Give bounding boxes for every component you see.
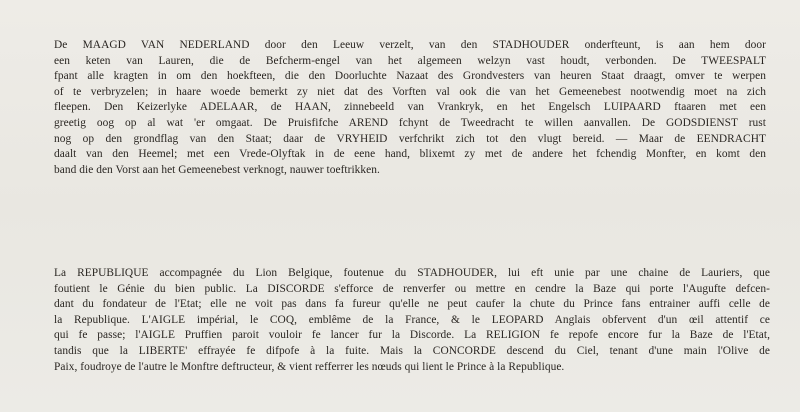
text-line: La REPUBLIQUE accompagnée du Lion Belgique, foutenue du STADHOUDER, lui eft unie par une chaine de Lauriers, que: [54, 267, 770, 279]
text-line: fleepen. Den Keizerlyke ADELAAR, de HAAN, zinnebeeld van Vrankryk, en het Engelsch LUIPAARD ftaaren met een: [54, 101, 766, 114]
text-line: een keten van Lauren, die de Befcherm-engel van het algemeen welzyn vast houdt, verbonden. De TWEESPALT: [54, 54, 766, 67]
french-paragraph: [54, 266, 770, 375]
text-line: foutient le Génie du bien public. La DISCORDE s'efforce de renverfer ou mettre en cendre la Baze qui porte l'Augufte defcen-: [54, 282, 770, 295]
text-line: fpant alle kragten in om den hoekfteen, die den Doorluchte Nazaat des Grondvesters van heuren Staat draagt, omver te werpen: [54, 70, 766, 83]
text-line: qui fe passe; l'AIGLE Pruffien paroit vouloir fe lancer fur la Discorde. La RELIGION fe repofe encore fur la Baze de l'Etat,: [54, 329, 770, 342]
text-line: dant du fondateur de l'Etat; elle ne voit pas dans fa fureur qu'elle ne peut caufer la chute du Prince fans entrainer auffi celle de: [54, 298, 770, 311]
text-line: la Republique. L'AIGLE impérial, le COQ, emblême de la France, & le LEOPARD Anglais obfervent d'un œil attentif ce: [54, 313, 770, 326]
text-line: band die den Vorst aan het Gemeenebest verknogt, nauwer toeftrikken.: [54, 163, 380, 176]
text-line: daalt van den Heemel; met een Vrede-Olyftak in de eene hand, blixemt zy met de andere het fchendig Monfter, en komt den: [54, 148, 766, 161]
text-line: greetig oog op al wat 'er omgaat. De Pruisfifche AREND fchynt de Tweedracht te willen aanvallen. De GODSDIENST rust: [54, 116, 766, 129]
text-line: Paix, foudroye de l'autre le Monftre deftructeur, & vient refferrer les nœuds qui lient le Prince à la Republique.: [54, 360, 565, 373]
dutch-paragraph: [54, 38, 766, 178]
text-line: of te verbryzelen; in haare woede bemerkt zy niet dat des Vorften val ook die van het Gemeenebest nootwendig moet na zich: [54, 85, 766, 98]
text-line: nog op den grondflag van den Staat; daar de VRYHEID verfchrikt zich tot den vlugt bereid. — Maar de EENDRACHT: [54, 132, 766, 145]
text-line: tandis que la LIBERTE' effrayée fe difpofe à la fuite. Mais la CONCORDE descend du Ciel, tenant d'une main l'Olive de: [54, 344, 770, 357]
text-line: De MAAGD VAN NEDERLAND door den Leeuw verzelt, van den STADHOUDER onderfteunt, is aan hem door: [54, 39, 766, 51]
